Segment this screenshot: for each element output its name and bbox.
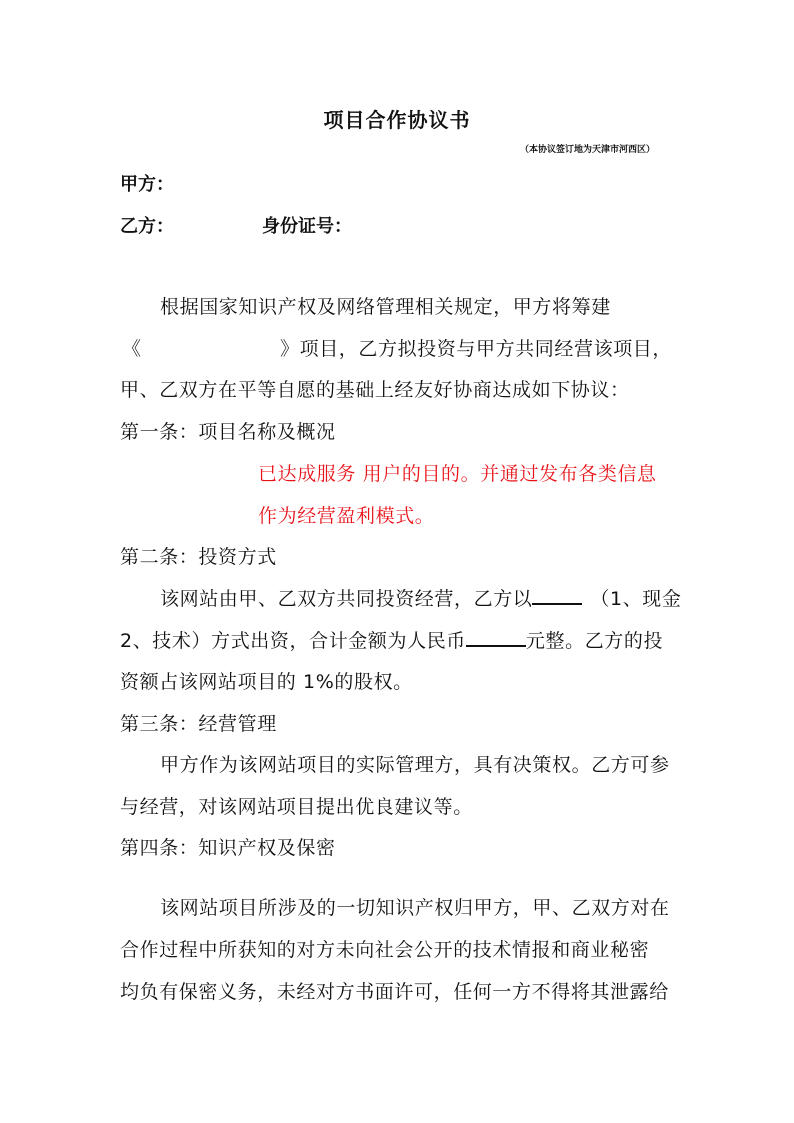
article-2-line-1-option: （1、现金: [590, 588, 682, 610]
article-2-line-2-text: 2、技术）方式出资，合计金额为人民币: [120, 630, 466, 652]
article-2-line-2-tail: 元整。乙方的投: [525, 630, 664, 652]
document-title: 项目合作协议书: [323, 108, 471, 132]
party-a-label: 甲方：: [120, 174, 174, 195]
investment-method-blank: [532, 586, 582, 605]
amount-blank: [466, 628, 526, 647]
article-2-line-1: [160, 584, 682, 611]
article-2-line-3: 资额占该网站项目的 1%的股权。: [120, 671, 413, 693]
article-1-red-line-2: 作为经营盈利模式。: [258, 505, 435, 527]
signing-location-note: （本协议签订地为天津市河西区）: [520, 145, 656, 155]
intro-bracket-open: 《: [122, 338, 142, 360]
article-1-title: 第一条：项目名称及概况: [120, 421, 336, 443]
party-b-label: 乙方：: [120, 216, 174, 237]
article-2-title: 第二条：投资方式: [120, 546, 277, 568]
id-number-label: 身份证号：: [262, 216, 352, 237]
intro-line-2: 》项目，乙方拟投资与甲方共同经营该项目，: [280, 338, 673, 360]
article-4-line-1: 该网站项目所涉及的一切知识产权归甲方，甲、乙双方对在: [160, 897, 670, 919]
article-4-title: 第四条：知识产权及保密: [120, 837, 336, 859]
article-3-title: 第三条：经营管理: [120, 713, 277, 735]
article-1-red-line-1: 已达成服务 用户的目的。并通过发布各类信息: [258, 463, 657, 485]
article-3-line-1: 甲方作为该网站项目的实际管理方，具有决策权。乙方可参: [160, 754, 670, 776]
intro-line-3: 甲、乙双方在平等自愿的基础上经友好协商达成如下协议：: [120, 379, 630, 401]
article-4-line-2: 合作过程中所获知的对方未向社会公开的技术情报和商业秘密: [120, 939, 650, 961]
article-4-line-3: 均负有保密义务，未经对方书面许可，任何一方不得将其泄露给: [120, 981, 669, 1003]
intro-line-1: 根据国家知识产权及网络管理相关规定，甲方将筹建: [160, 296, 611, 318]
article-3-line-2: 与经营，对该网站项目提出优良建议等。: [120, 796, 473, 818]
article-2-line-2: [120, 626, 663, 653]
article-2-line-1-text: 该网站由甲、乙双方共同投资经营，乙方以: [160, 588, 533, 610]
